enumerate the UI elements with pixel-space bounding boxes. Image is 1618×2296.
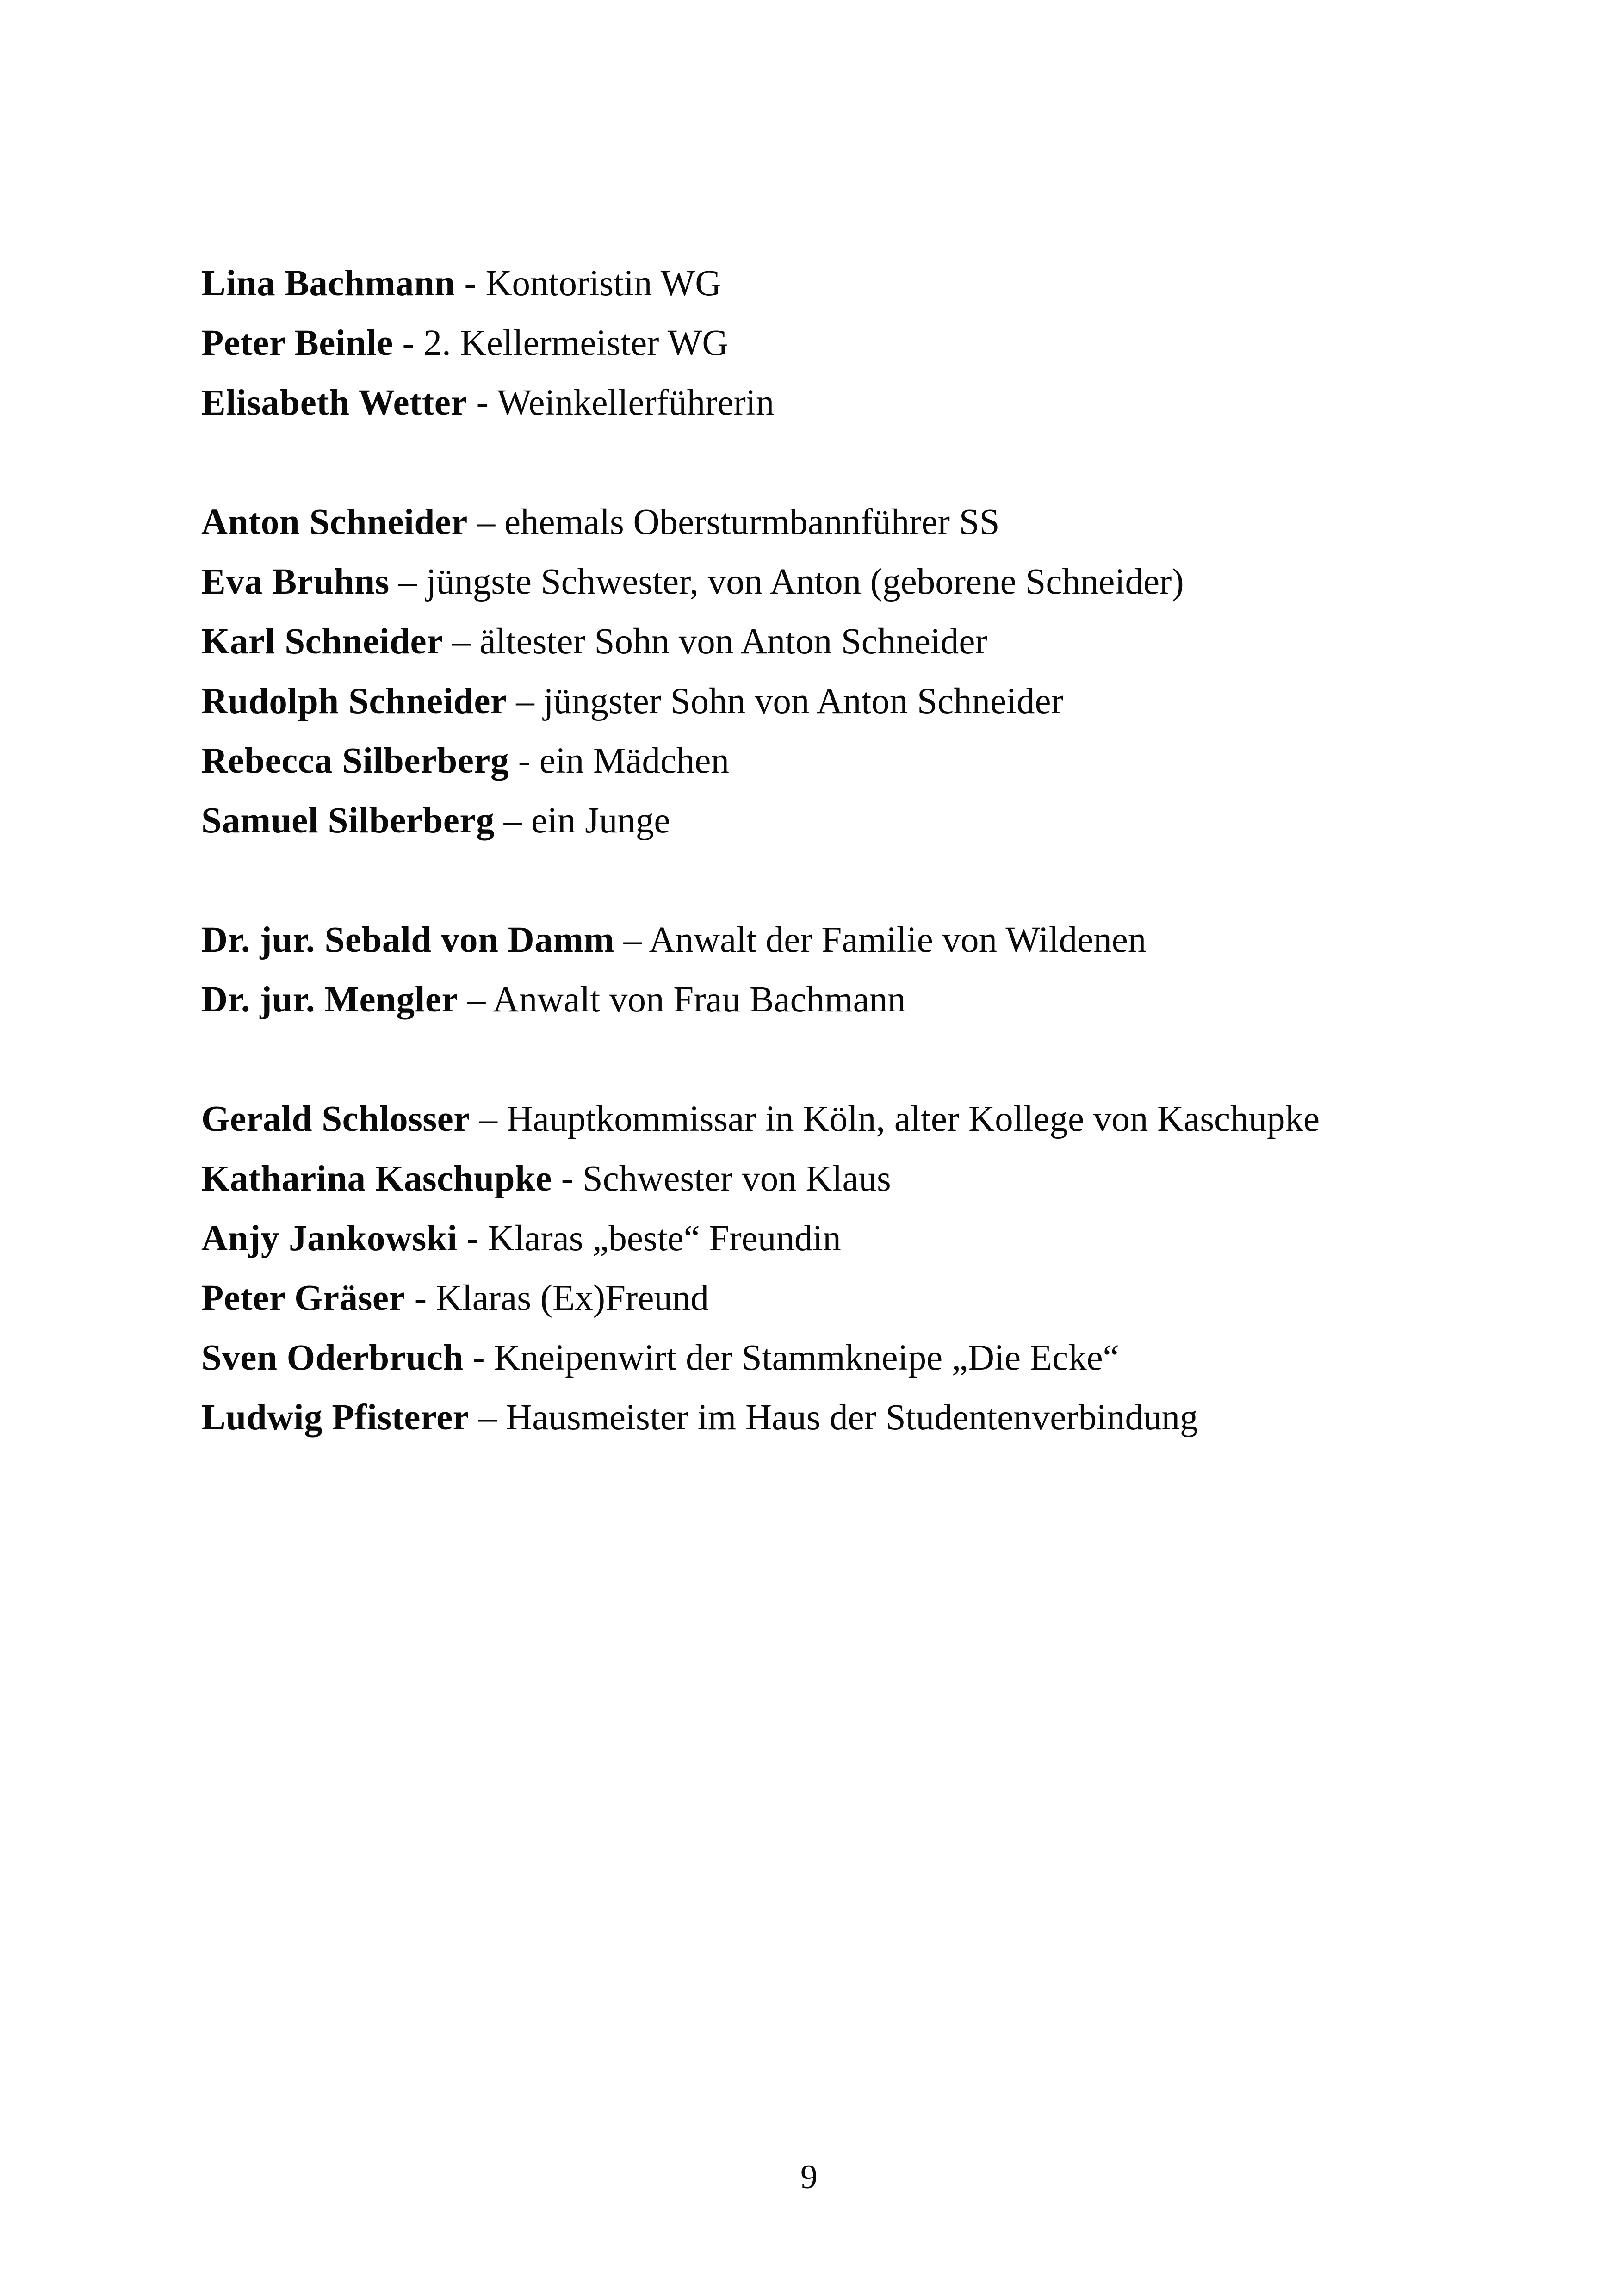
character-name: Peter Gräser	[201, 1278, 405, 1318]
character-description: – Anwalt der Familie von Wildenen	[614, 920, 1147, 960]
character-entry	[201, 1388, 1539, 1447]
character-description: - ein Mädchen	[508, 741, 729, 781]
character-group	[201, 1089, 1539, 1447]
character-description: - 2. Kellermeister WG	[393, 323, 729, 363]
character-name: Lina Bachmann	[201, 263, 455, 304]
character-entry	[201, 1209, 1539, 1268]
character-name: Peter Beinle	[201, 323, 393, 363]
character-entry	[201, 492, 1539, 552]
character-description: – jüngster Sohn von Anton Schneider	[507, 681, 1063, 721]
character-entry	[201, 671, 1539, 731]
character-entry	[201, 970, 1539, 1030]
character-name: Dr. jur. Sebald von Damm	[201, 920, 614, 960]
character-entry	[201, 373, 1539, 433]
character-entry	[201, 1149, 1539, 1209]
character-description: - Klaras „beste“ Freundin	[457, 1218, 841, 1259]
character-entry	[201, 910, 1539, 970]
character-description: - Schwester von Klaus	[552, 1159, 891, 1199]
character-description: – jüngste Schwester, von Anton (geborene Schneider)	[389, 562, 1184, 602]
character-description: - Weinkellerführerin	[467, 383, 775, 423]
character-description: – Hausmeister im Haus der Studentenverbindung	[469, 1397, 1198, 1438]
character-name: Katharina Kaschupke	[201, 1159, 552, 1199]
character-name: Anjy Jankowski	[201, 1218, 458, 1259]
character-entry	[201, 791, 1539, 850]
character-description: – ehemals Obersturmbannführer SS	[467, 502, 1000, 542]
character-description: – Anwalt von Frau Bachmann	[458, 980, 906, 1020]
character-description: - Klaras (Ex)Freund	[405, 1278, 709, 1318]
character-entry	[201, 1089, 1539, 1149]
character-list	[201, 254, 1539, 1447]
character-group	[201, 492, 1539, 850]
character-group	[201, 254, 1539, 433]
character-name: Sven Oderbruch	[201, 1338, 464, 1378]
character-name: Ludwig Pfisterer	[201, 1397, 470, 1438]
character-name: Samuel Silberberg	[201, 800, 495, 841]
character-description: – ältester Sohn von Anton Schneider	[443, 621, 987, 662]
character-name: Gerald Schlosser	[201, 1099, 470, 1139]
page-number: 9	[800, 2158, 818, 2196]
character-name: Karl Schneider	[201, 621, 443, 662]
character-description: - Kneipenwirt der Stammkneipe „Die Ecke“	[463, 1338, 1119, 1378]
character-entry	[201, 731, 1539, 791]
character-name: Dr. jur. Mengler	[201, 980, 459, 1020]
character-name: Eva Bruhns	[201, 562, 390, 602]
character-name: Rebecca Silberberg	[201, 741, 509, 781]
character-entry	[201, 1328, 1539, 1388]
character-name: Elisabeth Wetter	[201, 383, 467, 423]
character-description: – ein Junge	[494, 800, 670, 841]
character-group	[201, 910, 1539, 1030]
character-entry	[201, 313, 1539, 373]
character-entry	[201, 552, 1539, 612]
character-name: Rudolph Schneider	[201, 681, 507, 721]
character-description: – Hauptkommissar in Köln, alter Kollege von Kaschupke	[470, 1099, 1320, 1139]
character-name: Anton Schneider	[201, 502, 468, 542]
character-entry	[201, 254, 1539, 313]
character-description: - Kontoristin WG	[455, 263, 722, 304]
character-entry	[201, 612, 1539, 671]
character-entry	[201, 1268, 1539, 1328]
